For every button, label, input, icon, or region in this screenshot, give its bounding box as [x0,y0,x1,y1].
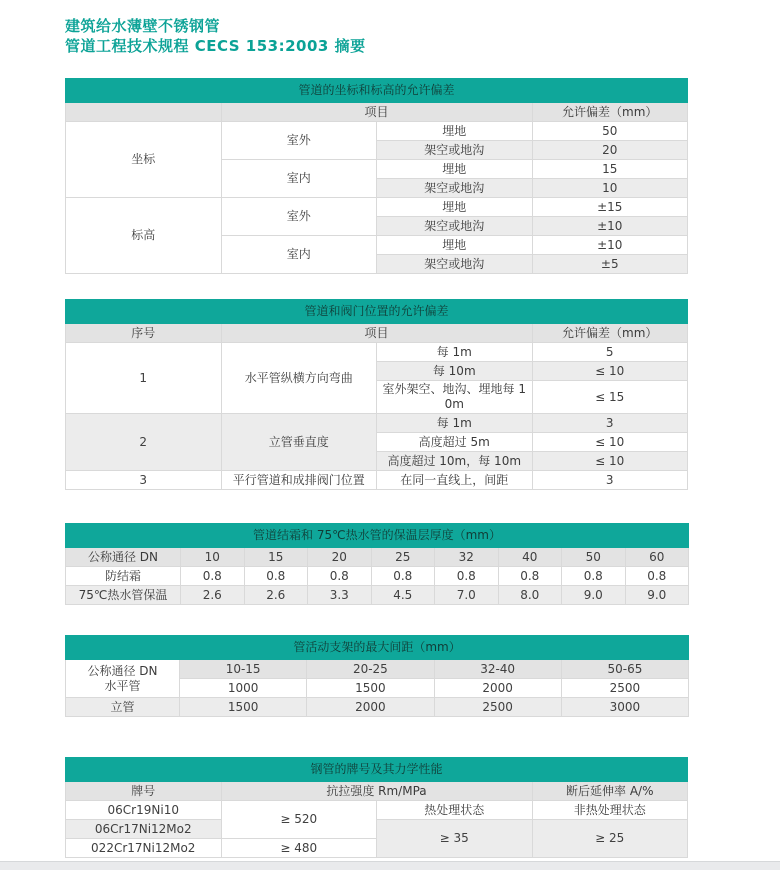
table5-header-tensile: 抗拉强度 Rm/MPa [221,782,532,801]
table3-dn: 60 [625,548,689,567]
table3-frost-value: 0.8 [498,567,562,586]
table1-item-overhead: 架空或地沟 [377,179,533,198]
table2-subitem: 在同一直线上，间距 [377,471,533,490]
table2-subitem: 每 1m [377,343,533,362]
table2-value: 3 [532,471,688,490]
table5-grade: 022Cr17Ni12Mo2 [66,839,222,858]
table3-hot-value: 3.3 [308,586,372,605]
table3-dn: 32 [435,548,499,567]
table4-horizontal-value: 1000 [180,679,307,698]
table2-item-name: 立管垂直度 [221,414,377,471]
table-coordinate-elevation-deviation [65,78,688,274]
table3-dn: 15 [244,548,308,567]
table4-dn-range: 20-25 [307,660,434,679]
table2-subitem: 室外架空、地沟、埋地每 10m [377,381,533,414]
table1-item-buried: 埋地 [377,198,533,217]
table1-elevation-outdoor: 室外 [221,198,377,236]
table4-horizontal-value: 2500 [561,679,688,698]
table2-value: 5 [532,343,688,362]
table2-value: ≤ 10 [532,452,688,471]
table-support-max-spacing [65,635,689,717]
table1-title: 管道的坐标和标高的允许偏差 [66,79,688,103]
table1-item-overhead: 架空或地沟 [377,217,533,236]
table3-dn: 10 [181,548,245,567]
table1-group-coordinate: 坐标 [66,122,222,198]
table2-value: 3 [532,414,688,433]
table4-corner-label [66,660,180,698]
table2-header-serial: 序号 [66,324,222,343]
table3-frost-label: 防结霜 [66,567,181,586]
table4-riser-label: 立管 [66,698,180,717]
table1-value: ±10 [532,217,688,236]
table3-hot-value: 2.6 [181,586,245,605]
table-insulation-thickness [65,523,689,605]
table3-dn: 25 [371,548,435,567]
table2-header-item: 项目 [221,324,532,343]
table3-frost-value: 0.8 [244,567,308,586]
table5-title: 钢管的牌号及其力学性能 [66,758,688,782]
table2-value: ≤ 15 [532,381,688,414]
table5-grade: 06Cr19Ni10 [66,801,222,820]
table3-hot-value: 7.0 [435,586,499,605]
table1-value: 15 [532,160,688,179]
table1-item-overhead: 架空或地沟 [377,141,533,160]
table3-dn: 50 [562,548,626,567]
table5-header-grade: 牌号 [66,782,222,801]
table3-frost-value: 0.8 [181,567,245,586]
table3-frost-value: 0.8 [625,567,689,586]
table-steel-grades-properties [65,757,688,858]
table1-value: 20 [532,141,688,160]
table5-nonheat-state-label: 非热处理状态 [532,801,688,820]
table5-header-elongation: 断后延伸率 A/% [532,782,688,801]
table1-item-buried: 埋地 [377,236,533,255]
table2-value: ≤ 10 [532,433,688,452]
table3-hot-value: 4.5 [371,586,435,605]
table2-serial: 1 [66,343,222,414]
table2-value: ≤ 10 [532,362,688,381]
table3-hot-value: 8.0 [498,586,562,605]
table1-header-blank [66,103,222,122]
table2-title: 管道和阀门位置的允许偏差 [66,300,688,324]
table1-group-elevation: 标高 [66,198,222,274]
table1-value: ±10 [532,236,688,255]
table4-riser-value: 2000 [307,698,434,717]
table1-coordinate-outdoor: 室外 [221,122,377,160]
table4-corner-line2: 水平管 [104,678,141,693]
table3-hot-label: 75℃热水管保温 [66,586,181,605]
table4-dn-range: 32-40 [434,660,561,679]
table1-item-buried: 埋地 [377,122,533,141]
table1-value: 10 [532,179,688,198]
table3-hot-value: 9.0 [562,586,626,605]
table4-horizontal-value: 1500 [307,679,434,698]
table5-elongation-nonheat-value: ≥ 25 [532,820,688,858]
table5-elongation-heat-value: ≥ 35 [377,820,533,858]
table1-item-overhead: 架空或地沟 [377,255,533,274]
table2-serial: 2 [66,414,222,471]
table2-subitem: 高度超过 5m [377,433,533,452]
table3-frost-value: 0.8 [562,567,626,586]
page-bottom-band [0,861,780,870]
table1-coordinate-indoor: 室内 [221,160,377,198]
table1-header-item: 项目 [221,103,532,122]
table5-tensile-value: ≥ 480 [221,839,377,858]
table3-title: 管道结霜和 75℃热水管的保温层厚度（mm） [66,524,689,548]
table2-item-name: 平行管道和成排阀门位置 [221,471,377,490]
table3-frost-value: 0.8 [308,567,372,586]
doc-title-line1: 建筑给水薄壁不锈钢管 [65,17,221,35]
table1-elevation-indoor: 室内 [221,236,377,274]
table3-dn: 20 [308,548,372,567]
table3-frost-value: 0.8 [371,567,435,586]
table4-horizontal-value: 2000 [434,679,561,698]
table2-header-deviation: 允许偏差（mm） [532,324,688,343]
table3-dn: 40 [498,548,562,567]
table5-tensile-value: ≥ 520 [221,801,377,839]
table1-item-buried: 埋地 [377,160,533,179]
table2-subitem: 每 1m [377,414,533,433]
table5-heat-state-label: 热处理状态 [377,801,533,820]
table4-dn-range: 50-65 [561,660,688,679]
table4-title: 管活动支架的最大间距（mm） [66,636,689,660]
table1-value: ±15 [532,198,688,217]
table2-serial: 3 [66,471,222,490]
table1-value: 50 [532,122,688,141]
table4-riser-value: 2500 [434,698,561,717]
table3-hot-value: 9.0 [625,586,689,605]
table-pipe-valve-position-deviation [65,299,688,490]
table4-riser-value: 1500 [180,698,307,717]
table4-corner-line1: 公称通径 DN [87,663,158,678]
table1-header-deviation: 允许偏差（mm） [532,103,688,122]
table4-dn-range: 10-15 [180,660,307,679]
table5-grade: 06Cr17Ni12Mo2 [66,820,222,839]
table2-item-name: 水平管纵横方向弯曲 [221,343,377,414]
table2-subitem: 每 10m [377,362,533,381]
doc-title-line2: 管道工程技术规程 CECS 153:2003 摘要 [65,37,366,55]
table4-riser-value: 3000 [561,698,688,717]
table3-frost-value: 0.8 [435,567,499,586]
table2-subitem: 高度超过 10m，每 10m [377,452,533,471]
table1-value: ±5 [532,255,688,274]
table3-dn-label: 公称通径 DN [66,548,181,567]
table3-hot-value: 2.6 [244,586,308,605]
